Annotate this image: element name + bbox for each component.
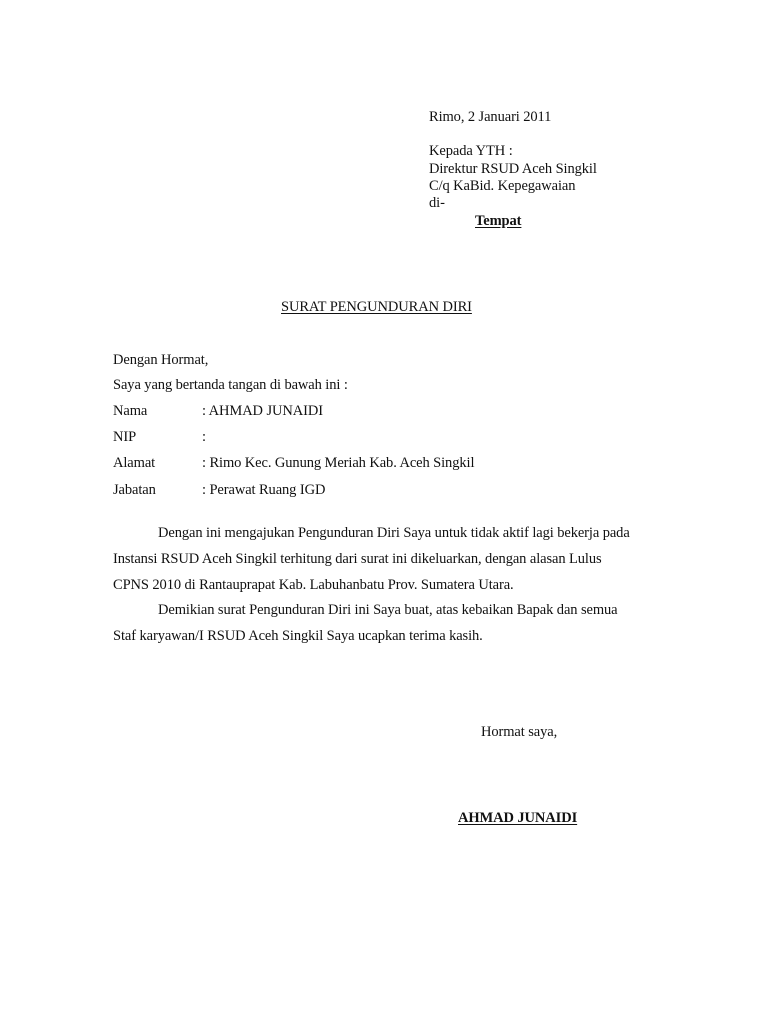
field-label-alamat: Alamat [113, 455, 156, 471]
body-p1-line-1: Dengan ini mengajukan Pengunduran Diri Saya untuk tidak aktif lagi bekerja pada [158, 525, 630, 541]
place-date: Rimo, 2 Januari 2011 [429, 109, 552, 125]
field-value-nip: : [202, 429, 206, 445]
recipient-line-1: Direktur RSUD Aceh Singkil [429, 161, 597, 177]
greeting: Dengan Hormat, [113, 352, 209, 368]
field-value-nama: : AHMAD JUNAIDI [202, 403, 323, 419]
recipient-line-2: C/q KaBid. Kepegawaian [429, 178, 576, 194]
body-p1-line-2: Instansi RSUD Aceh Singkil terhitung dari surat ini dikeluarkan, dengan alasan Lulus [113, 551, 602, 567]
letter-title: SURAT PENGUNDURAN DIRI [281, 299, 472, 315]
body-p1-line-3: CPNS 2010 di Rantauprapat Kab. Labuhanbatu Prov. Sumatera Utara. [113, 577, 514, 593]
intro-line: Saya yang bertanda tangan di bawah ini : [113, 377, 348, 393]
body-p2-line-2: Staf karyawan/I RSUD Aceh Singkil Saya ucapkan terima kasih. [113, 628, 483, 644]
recipient-tempat: Tempat [475, 213, 522, 229]
recipient-kepada: Kepada YTH : [429, 143, 513, 159]
body-p2-line-1: Demikian surat Pengunduran Diri ini Saya buat, atas kebaikan Bapak dan semua [158, 602, 618, 618]
field-value-jabatan: : Perawat Ruang IGD [202, 482, 326, 498]
field-label-nama: Nama [113, 403, 148, 419]
signature-name: AHMAD JUNAIDI [458, 810, 578, 826]
field-label-nip: NIP [113, 429, 137, 445]
field-value-alamat: : Rimo Kec. Gunung Meriah Kab. Aceh Singkil [202, 455, 475, 471]
field-label-jabatan: Jabatan [113, 482, 156, 498]
closing: Hormat saya, [481, 724, 558, 740]
recipient-line-3: di- [429, 195, 445, 211]
